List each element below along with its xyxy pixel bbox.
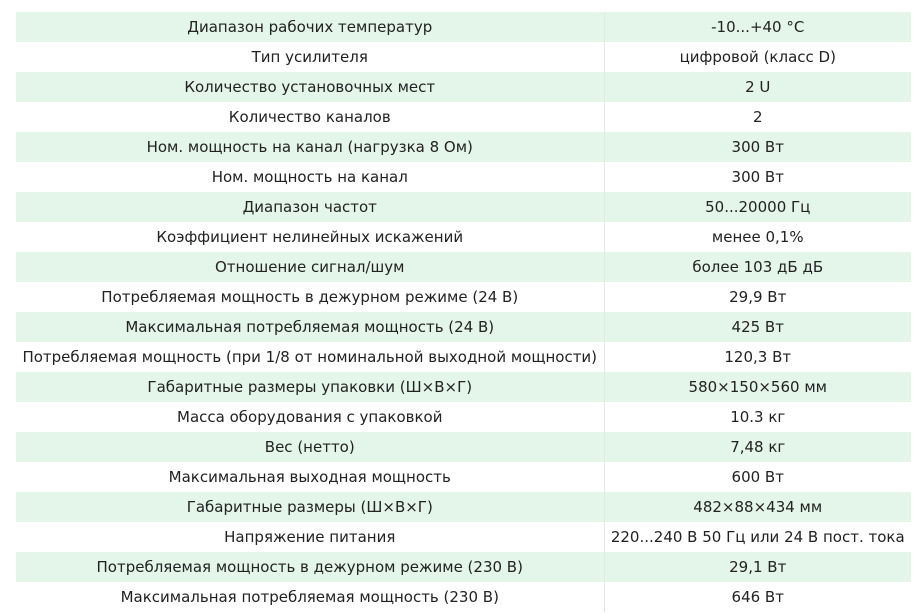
spec-parameter-value: 7,48 кг [604,432,911,462]
spec-parameter-name: Максимальная выходная мощность [16,462,604,492]
spec-row [16,12,911,42]
spec-parameter-name: Ном. мощность на канал (нагрузка 8 Ом) [16,132,604,162]
spec-row [16,372,911,402]
spec-parameter-name: Габаритные размеры упаковки (Ш×В×Г) [16,372,604,402]
spec-parameter-name: Максимальная потребляемая мощность (24 В) [16,312,604,342]
spec-parameter-name: Диапазон частот [16,192,604,222]
spec-parameter-value: 29,9 Вт [604,282,911,312]
spec-parameter-value: 600 Вт [604,462,911,492]
spec-row [16,342,911,372]
spec-row [16,312,911,342]
spec-parameter-value: 2 [604,102,911,132]
spec-row [16,282,911,312]
spec-row [16,252,911,282]
spec-parameter-name: Потребляемая мощность (при 1/8 от номинальной выходной мощности) [16,342,604,372]
spec-row [16,582,911,612]
spec-row [16,192,911,222]
spec-parameter-value: 220...240 В 50 Гц или 24 В пост. тока [604,522,911,552]
spec-parameter-value: 2 U [604,72,911,102]
spec-row [16,72,911,102]
spec-row [16,462,911,492]
spec-parameter-name: Габаритные размеры (Ш×В×Г) [16,492,604,522]
spec-parameter-name: Количество каналов [16,102,604,132]
spec-parameter-value: цифровой (класс D) [604,42,911,72]
spec-row [16,162,911,192]
spec-parameter-name: Вес (нетто) [16,432,604,462]
spec-row [16,132,911,162]
spec-parameter-name: Масса оборудования с упаковкой [16,402,604,432]
spec-parameter-value: 646 Вт [604,582,911,612]
spec-row [16,222,911,252]
spec-parameter-name: Максимальная потребляемая мощность (230 В) [16,582,604,612]
spec-parameter-value: -10...+40 °C [604,12,911,42]
spec-parameter-value: 482×88×434 мм [604,492,911,522]
spec-parameter-value: 300 Вт [604,162,911,192]
specifications-table [16,12,911,612]
spec-parameter-value: 29,1 Вт [604,552,911,582]
spec-parameter-value: более 103 дБ дБ [604,252,911,282]
spec-row [16,102,911,132]
spec-parameter-name: Диапазон рабочих температур [16,12,604,42]
spec-parameter-value: 300 Вт [604,132,911,162]
spec-parameter-name: Коэффициент нелинейных искажений [16,222,604,252]
spec-parameter-name: Потребляемая мощность в дежурном режиме (230 В) [16,552,604,582]
spec-parameter-name: Тип усилителя [16,42,604,72]
spec-parameter-value: 10.3 кг [604,402,911,432]
spec-parameter-value: 580×150×560 мм [604,372,911,402]
spec-row [16,432,911,462]
spec-parameter-value: менее 0,1% [604,222,911,252]
spec-row [16,42,911,72]
spec-parameter-name: Напряжение питания [16,522,604,552]
specifications-table-body [16,12,911,612]
spec-parameter-value: 120,3 Вт [604,342,911,372]
spec-row [16,402,911,432]
spec-parameter-name: Отношение сигнал/шум [16,252,604,282]
spec-row [16,492,911,522]
spec-parameter-name: Потребляемая мощность в дежурном режиме (24 В) [16,282,604,312]
spec-parameter-value: 425 Вт [604,312,911,342]
spec-parameter-value: 50...20000 Гц [604,192,911,222]
spec-parameter-name: Ном. мощность на канал [16,162,604,192]
spec-row [16,552,911,582]
spec-parameter-name: Количество установочных мест [16,72,604,102]
spec-row [16,522,911,552]
